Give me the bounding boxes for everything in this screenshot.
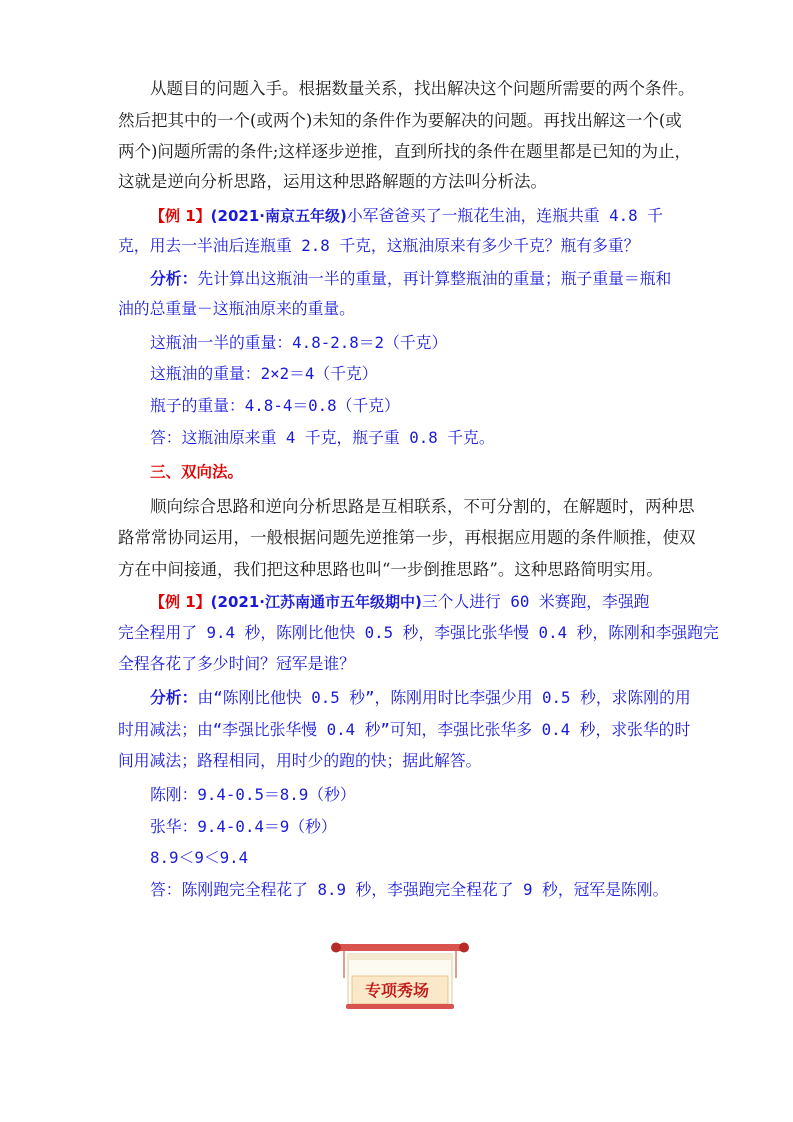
example-1-source: (2021·南京五年级) [210, 207, 347, 225]
example-2-question-text-1: 三个人进行 60 米赛跑，李强跑 [421, 592, 650, 611]
intro-line-4: 这就是逆向分析思路，运用这种思路解题的方法叫分析法。 [118, 172, 547, 191]
example-2-answer: 答：陈刚跑完全程花了 8.9 秒，李强跑完全程花了 9 秒，冠军是陈刚。 [150, 880, 669, 899]
example-2-source: (2021·江苏南通市五年级期中) [210, 593, 422, 611]
section-3-line-2: 路常常协同运用，一般根据问题先逆推第一步，再根据应用题的条件顺推，使双 [118, 528, 696, 547]
example-1-question-line-2: 克，用去一半油后连瓶重 2.8 千克，这瓶油原来有多少千克？瓶有多重？ [118, 236, 640, 255]
example-1-analysis-tag: 分析： [150, 269, 198, 288]
example-1-step-2: 这瓶油的重量：2×2＝4（千克） [150, 364, 378, 383]
example-2-analysis-line-1 [150, 687, 691, 709]
example-2-analysis-line-3: 间用减法；路程相同，用时少的跑的快；据此解答。 [118, 751, 482, 770]
section-3-heading: 三、双向法。 [150, 463, 244, 481]
example-2-step-3: 8.9＜9＜9.4 [150, 848, 249, 867]
example-1-analysis-line-2: 油的总重量－这瓶油原来的重量。 [118, 299, 355, 318]
banner-label: 专项秀场 [364, 981, 429, 1000]
intro-line-3: 两个)问题所需的条件;这样逐步逆推，直到所找的条件在题里都是已知的为止， [118, 142, 691, 161]
example-1-analysis-text-1: 先计算出这瓶油一半的重量，再计算整瓶油的重量；瓶子重量＝瓶和 [197, 269, 672, 288]
example-2-question-line-3: 全程各花了多少时间？冠军是谁？ [118, 654, 355, 673]
section-3-line-3: 方在中间接通，我们把这种思路也叫“一步倒推思路”。这种思路简明实用。 [118, 560, 663, 579]
example-1-tag: 【例 1】 [150, 207, 211, 225]
example-2-step-2: 张华：9.4-0.4＝9（秒） [150, 817, 337, 836]
intro-line-1: 从题目的问题入手。根据数量关系，找出解决这个问题所需要的两个条件。 [150, 79, 695, 98]
intro-line-2: 然后把其中的一个(或两个)未知的条件作为要解决的问题。再找出解这一个(或 [118, 111, 682, 130]
example-2-question-line-2: 完全程用了 9.4 秒，陈刚比他快 0.5 秒，李强比张华慢 0.4 秒，陈刚和李强跑完 [118, 623, 719, 642]
example-2-tag: 【例 1】 [150, 593, 211, 611]
example-1-answer: 答：这瓶油原来重 4 千克，瓶子重 0.8 千克。 [150, 428, 495, 447]
example-2-analysis-text-1: 由“陈刚比他快 0.5 秒”，陈刚用时比李强少用 0.5 秒，求陈刚的用 [197, 688, 691, 707]
example-2-question-line-1 [150, 591, 649, 613]
example-2-step-1: 陈刚：9.4-0.5＝8.9（秒） [150, 785, 356, 804]
section-3-line-1: 顺向综合思路和逆向分析思路是互相联系，不可分割的，在解题时，两种思 [150, 497, 695, 516]
example-1-question-line-1 [150, 205, 663, 227]
example-2-analysis-line-2: 时用减法；由“李强比张华慢 0.4 秒”可知，李强比张华多 0.4 秒，求张华的时 [118, 720, 691, 739]
example-1-step-1: 这瓶油一半的重量：4.8-2.8＝2（千克） [150, 333, 448, 352]
example-1-step-3: 瓶子的重量：4.8-4＝0.8（千克） [150, 396, 400, 415]
example-2-analysis-tag: 分析： [150, 688, 198, 707]
example-1-question-text-1: 小军爸爸买了一瓶花生油，连瓶共重 4.8 千 [346, 206, 663, 225]
example-1-analysis-line-1 [150, 268, 671, 290]
